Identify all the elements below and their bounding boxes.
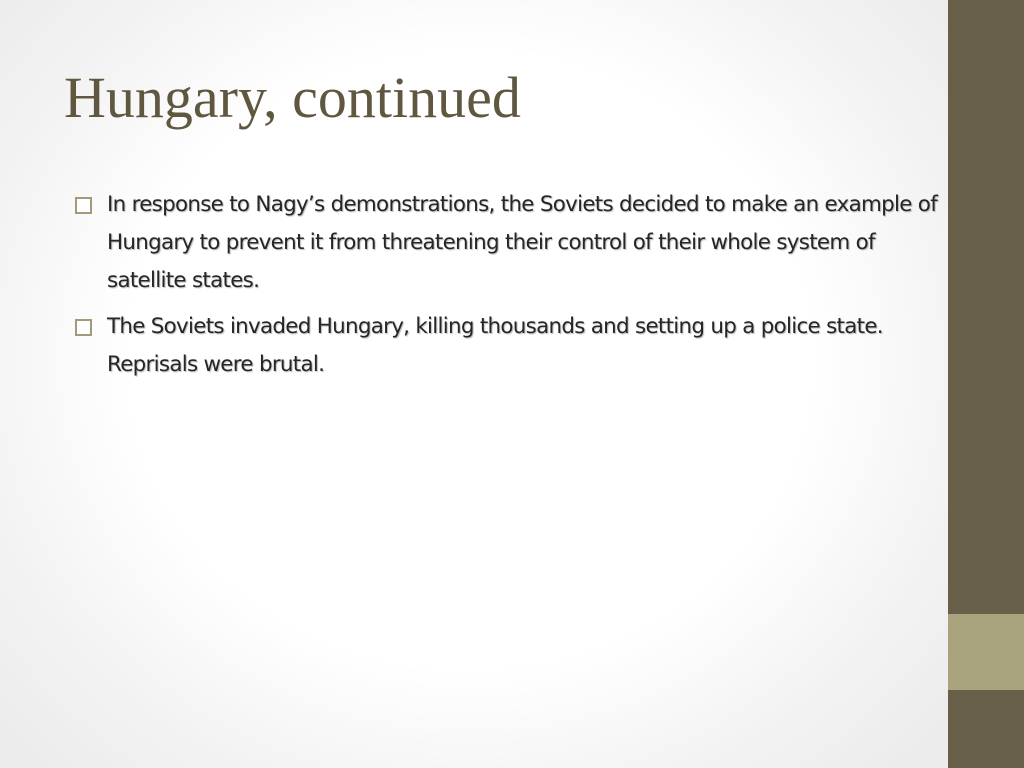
hollow-square-bullet-icon: [75, 197, 92, 214]
bullet-text: The Soviets invaded Hungary, killing thousands and setting up a police state. Reprisals were brutal.: [107, 314, 883, 377]
slide-title: Hungary, continued: [64, 65, 521, 130]
bullet-item: [74, 186, 944, 300]
hollow-square-bullet-icon: [75, 319, 92, 336]
bullet-item: [74, 308, 944, 384]
bullet-list: [74, 186, 944, 392]
bullet-text: In response to Nagy’s demonstrations, the Soviets decided to make an example of Hungary to prevent it from threatening their control of their whole system of satellite states.: [107, 192, 938, 293]
sidebar-accent-block: [948, 614, 1024, 690]
